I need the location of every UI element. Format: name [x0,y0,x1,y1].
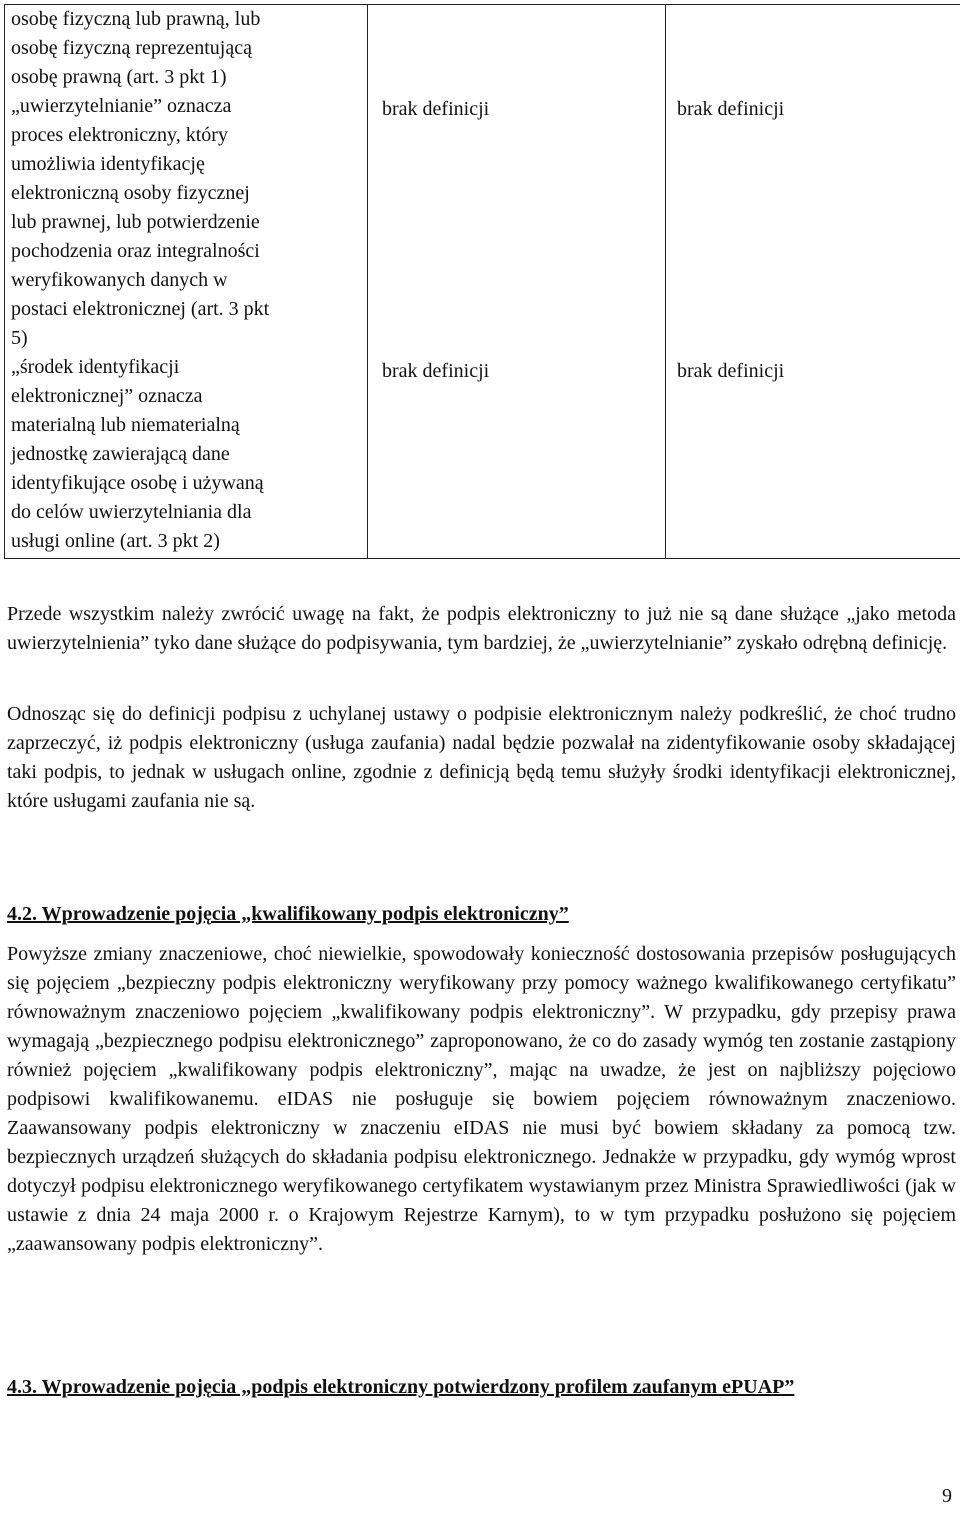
definitions-table [4,4,960,559]
table-cell-definition [5,5,368,559]
table-row [5,5,960,559]
page-number: 9 [942,1485,952,1507]
col2-lower-text: brak definicji [382,360,490,382]
definition-text: osobę fizyczną lub prawną, lub osobę fizyczną reprezentującą osobę prawną (art. 3 pkt 1) „uwierzytelnianie” oznacza proces elektroniczny, który umożliwia identyfikację elektroniczną osoby fizycznej lub prawnej, lub potwierdzenie pochodzenia oraz integralności weryfikowanych danych w postaci elektronicznej (art. 3 pkt 5) „środek identyfikacji elektronicznej” oznacza materialną lub niematerialną jednostkę zawierającą dane identyfikujące osobę i używaną do celów uwierzytelniania dla usługi online (art. 3 pkt 2) [11,8,270,552]
paragraph-changes: Powyższe zmiany znaczeniowe, choć niewielkie, spowodowały konieczność dostosowania przepisów posługujących się pojęciem „bezpieczny podpis elektroniczny weryfikowany przy pomocy ważnego kwalifikowanego certyfikatu” równoważnym znaczeniowo pojęciem „kwalifikowany podpis elektroniczny”. W przypadku, gdy przepisy prawa wymagają „bezpiecznego podpisu elektronicznego” zaproponowano, że co do zasady wymóg ten zostanie zastąpiony również pojęciem „kwalifikowany podpis elektroniczny”, mając na uwadze, że jest on najbliższy pojęciowo podpisowi kwalifikowanemu. eIDAS nie posługuje się bowiem pojęciem równoważnym znaczeniowo. Zaawansowany podpis elektroniczny w znaczeniu eIDAS nie musi być bowiem składany za pomocą tzw. bezpiecznych urządzeń służących do składania podpisu elektronicznego. Jednakże w przypadku, gdy wymóg wprost dotyczył podpisu elektronicznego weryfikowanego certyfikatem wystawianym przez Ministra Sprawiedliwości (jak w ustawie z dnia 24 maja 2000 r. o Krajowym Rejestrze Karnym), to w tym przypadku posłużono się pojęciem „zaawansowany podpis elektroniczny”. [7,943,956,1255]
paragraph-intro: Przede wszystkim należy zwrócić uwagę na fakt, że podpis elektroniczny to już nie są dane służące „jako metoda uwierzytelnienia” tyko dane służące do podpisywania, tym bardziej, że „uwierzytelnianie” zyskało odrębną definicję. [7,603,956,654]
section-heading-4-3: 4.3. Wprowadzenie pojęcia „podpis elektroniczny potwierdzony profilem zaufanym ePUAP” [7,1376,795,1398]
table-cell-col3 [666,5,960,559]
table-cell-col2 [368,5,666,559]
section-heading-4-2: 4.2. Wprowadzenie pojęcia „kwalifikowany podpis elektroniczny” [7,903,569,925]
paragraph-definition: Odnosząc się do definicji podpisu z uchylanej ustawy o podpisie elektronicznym należy podkreślić, że choć trudno zaprzeczyć, iż podpis elektroniczny (usługa zaufania) nadal będzie pozwalał na zidentyfikowanie osoby składającej taki podpis, to jednak w usługach online, zgodnie z definicją będą temu służyły środki identyfikacji elektronicznej, które usługami zaufania nie są. [7,703,956,812]
col3-upper-text: brak definicji [677,98,785,120]
col3-lower-text: brak definicji [677,360,785,382]
col2-upper-text: brak definicji [382,98,490,120]
